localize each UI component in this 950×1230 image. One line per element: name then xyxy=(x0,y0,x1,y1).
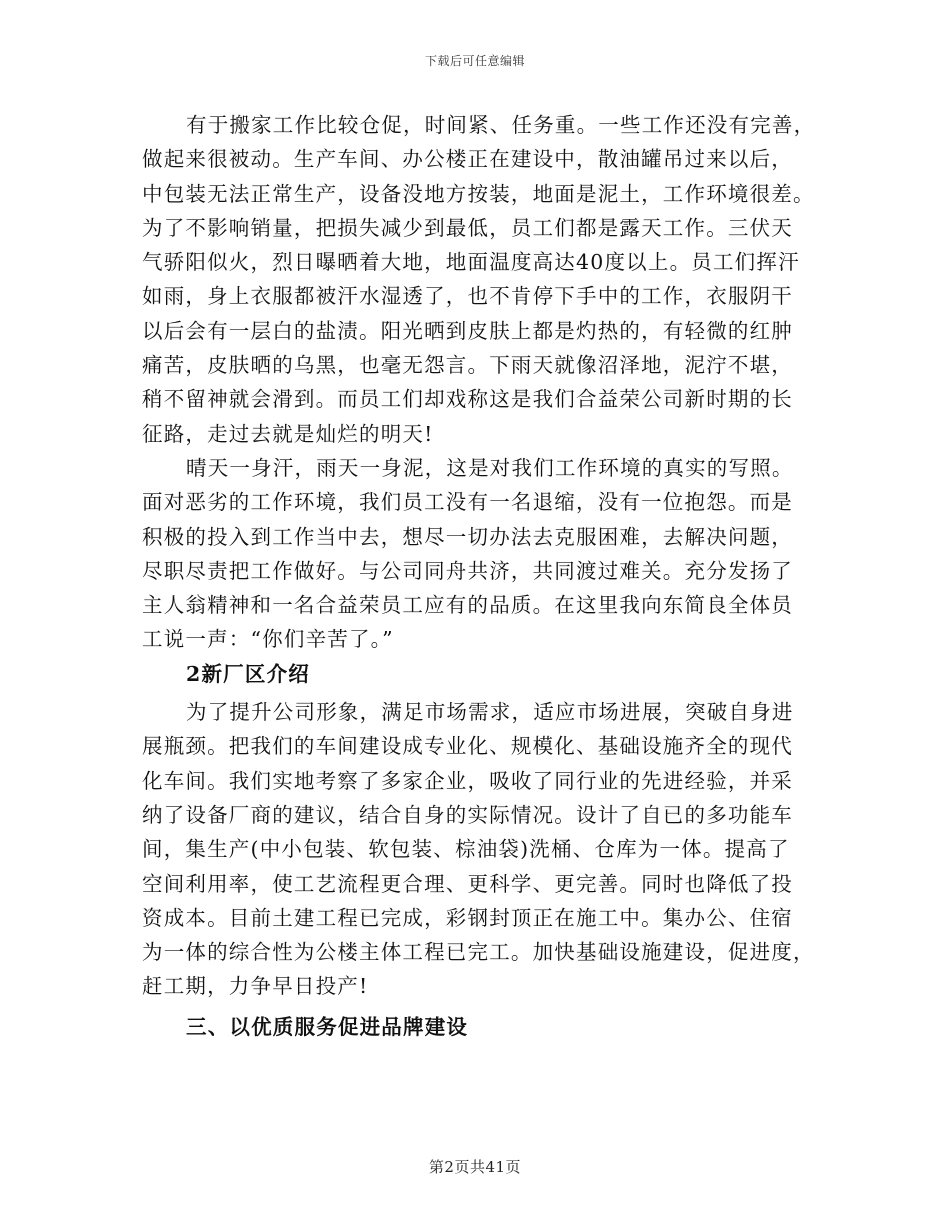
text-line: 痛苦，皮肤晒的乌黑，也毫无怨言。下雨天就像沼泽地，泥泞不堪， xyxy=(142,353,793,378)
text-line: 纳了设备厂商的建议，结合自身的实际情况。设计了自已的多功能车 xyxy=(142,802,793,827)
text-line: 做起来很被动。生产车间、办公楼正在建设中，散油罐吊过来以后， xyxy=(142,147,793,172)
page-header: 下载后可任意编辑 xyxy=(424,54,525,68)
paragraph-relocation xyxy=(142,108,816,451)
text-line: 展瓶颈。把我们的车间建设成专业化、规模化、基础设施齐全的现代 xyxy=(142,734,793,759)
text-line: 为了不影响销量，把损失减少到最低，员工们都是露天工作。三伏天 xyxy=(142,215,793,240)
text-line: 稍不留神就会滑到。而员工们却戏称这是我们合益荣公司新时期的长 xyxy=(142,387,793,412)
paragraph-new-factory xyxy=(142,695,815,1004)
text-line: 面对恶劣的工作环境，我们员工没有一名退缩，没有一位抱怨。而是 xyxy=(142,490,793,515)
page-number: 第2页共41页 xyxy=(428,1158,522,1176)
text-line: 为一体的综合性为公楼主体工程已完工。加快基础设施建设，促进度， xyxy=(142,940,815,965)
paragraph-work-environment xyxy=(142,451,802,657)
text-line: 晴天一身汗，雨天一身泥，这是对我们工作环境的真实的写照。 xyxy=(186,455,794,480)
text-line: 化车间。我们实地考察了多家企业，吸收了同行业的先进经验，并采 xyxy=(142,768,793,793)
document-body xyxy=(142,108,816,1044)
section-heading-new-factory: 2新厂区介绍 xyxy=(186,661,310,686)
text-line: 以后会有一层白的盐渍。阳光晒到皮肤上都是灼热的，有轻微的红肿 xyxy=(142,318,793,343)
text-line: 工说一声：“你们辛苦了。” xyxy=(142,627,394,652)
text-line: 有于搬家工作比较仓促，时间紧、任务重。一些工作还没有完善， xyxy=(186,113,816,137)
text-line: 积极的投入到工作当中去，想尽一切办法去克服困难，去解决问题， xyxy=(142,524,793,549)
text-line: 中包装无法正常生产，设备没地方按装，地面是泥土，工作环境很差。 xyxy=(142,181,815,206)
text-line: 赶工期，力争早日投产! xyxy=(142,974,369,999)
text-line: 主人翁精神和一名合益荣员工应有的品质。在这里我向东简良全体员 xyxy=(142,593,793,618)
text-line: 间，集生产(中小包装、软包装、棕油袋)洗桶、仓库为一体。提高了 xyxy=(142,837,790,862)
text-line: 资成本。目前土建工程已完成，彩钢封顶正在施工中。集办公、住宿 xyxy=(142,905,793,930)
text-line: 如雨，身上衣服都被汗水湿透了，也不肯停下手中的工作，衣服阴干 xyxy=(142,284,793,309)
text-line: 气骄阳似火，烈日曝晒着大地，地面温度高达40度以上。员工们挥汗 xyxy=(142,250,800,275)
text-line: 为了提升公司形象，满足市场需求，适应市场进展，突破自身进 xyxy=(186,700,794,725)
text-line: 尽职尽责把工作做好。与公司同舟共济，共同渡过难关。充分发扬了 xyxy=(142,558,793,583)
text-line: 空间利用率，使工艺流程更合理、更科学、更完善。同时也降低了投 xyxy=(142,871,793,896)
text-line: 征路，走过去就是灿烂的明天! xyxy=(142,421,434,446)
section-heading-brand-building: 三、以优质服务促进品牌建设 xyxy=(186,1014,469,1039)
